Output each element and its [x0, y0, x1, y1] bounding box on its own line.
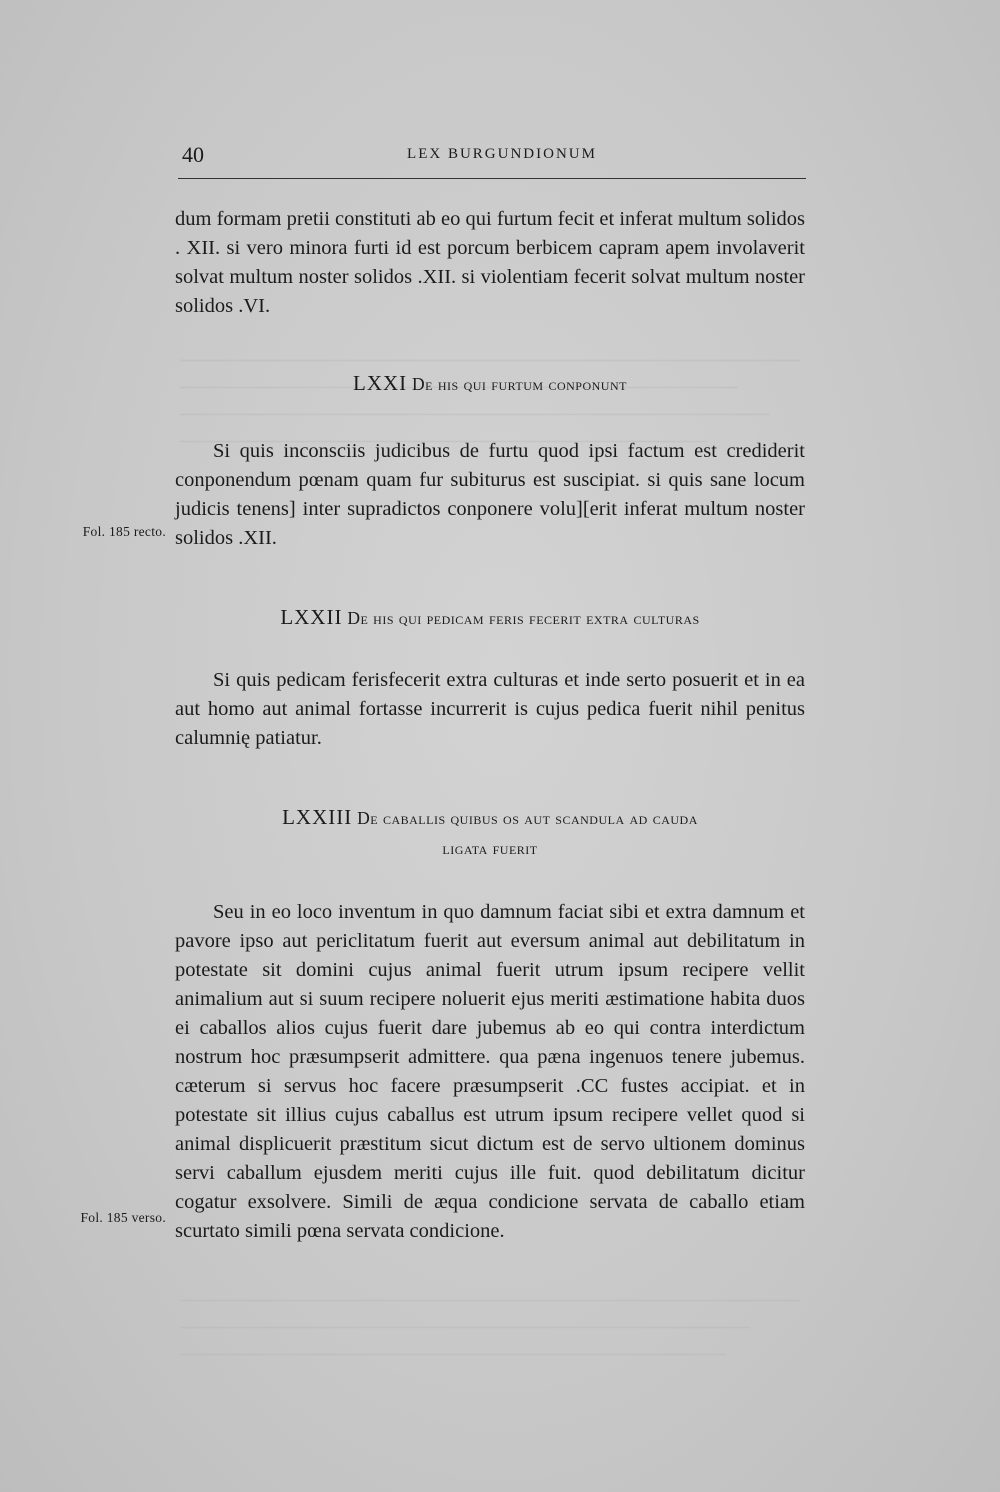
section-heading-lxxii: [175, 602, 805, 633]
section-title: De caballis quibus os aut scandula ad cauda: [357, 808, 698, 828]
section-body-lxxiii: [175, 898, 805, 1246]
section-heading-lxxiii: [175, 802, 805, 863]
section-paragraph: Seu in eo loco inventum in quo damnum faciat sibi et extra damnum et pavore ipso aut periclitatum fuerit aut eversum animal aut debilitatum in potestate sit domini cujus animal fuerit utrum ipsum recipere vellit animalium aut si suum recipere noluerit ejus meriti æstimatione habita duos ei caballos alios cujus fuerit dare jubemus ab eo qui contra interdictum nostrum hoc præsumpserit admittere. qua pæna ingenuos tenere jubemus. cæterum si servus hoc facere præsumpserit .CC fustes accipiat. et in potestate sit illius cujus caballus est utrum ipsum recipere vellet quod si animal displicuerit præstitum sicut dictum est de servo ultionem dominus servi caballum ejusdem meriti cujus ille fuit. quod debilitatum dicitur cogatur exsolvere. Simili de æqua condicione servata de caballo etiam scurtato simili pœna servata condicione.: [175, 901, 805, 1242]
folio-note-recto: Fol. 185 recto.: [82, 524, 166, 539]
section-number: LXXII: [280, 605, 343, 629]
intro-paragraph-block: [175, 205, 805, 321]
section-number: LXXIII: [282, 805, 353, 829]
section-body-lxxii: [175, 666, 805, 753]
section-number: LXXI: [353, 371, 408, 395]
section-paragraph: Si quis pedicam ferisfecerit extra culturas et inde serto posuerit et in ea aut homo aut animal fortasse incurrerit is cujus pedica fuerit nihil penitus calumnię patiatur.: [175, 669, 805, 749]
page-header: [178, 138, 806, 179]
section-paragraph: Si quis inconsciis judicibus de furtu quod ipsi factum est crediderit conponendum pœnam quam fur subiturus est suscipiat. si quis sane locum judicis tenens] inter supradictos conponere volu][erit inferat multum noster solidos .XII.: [175, 440, 805, 549]
section-body-lxxi: [175, 437, 805, 553]
section-title-continued: ligata fuerit: [442, 838, 538, 858]
intro-paragraph: dum formam pretii constituti ab eo qui furtum fecit et inferat multum solidos . XII. si vero minora furti id est porcum berbicem capram apem involaverit solvat multum noster solidos .XII. si violentiam fecerit solvat multum noster solidos .VI.: [175, 208, 805, 317]
page-number: 40: [182, 142, 204, 167]
section-title: De his qui pedicam feris fecerit extra culturas: [347, 608, 700, 628]
running-title: LEX BURGUNDIONUM: [407, 146, 597, 162]
folio-note-verso: Fol. 185 verso.: [80, 1210, 166, 1225]
section-title: De his qui furtum conponunt: [412, 374, 627, 394]
show-through-texture: [180, 1290, 800, 1370]
section-heading-lxxi: [175, 368, 805, 399]
